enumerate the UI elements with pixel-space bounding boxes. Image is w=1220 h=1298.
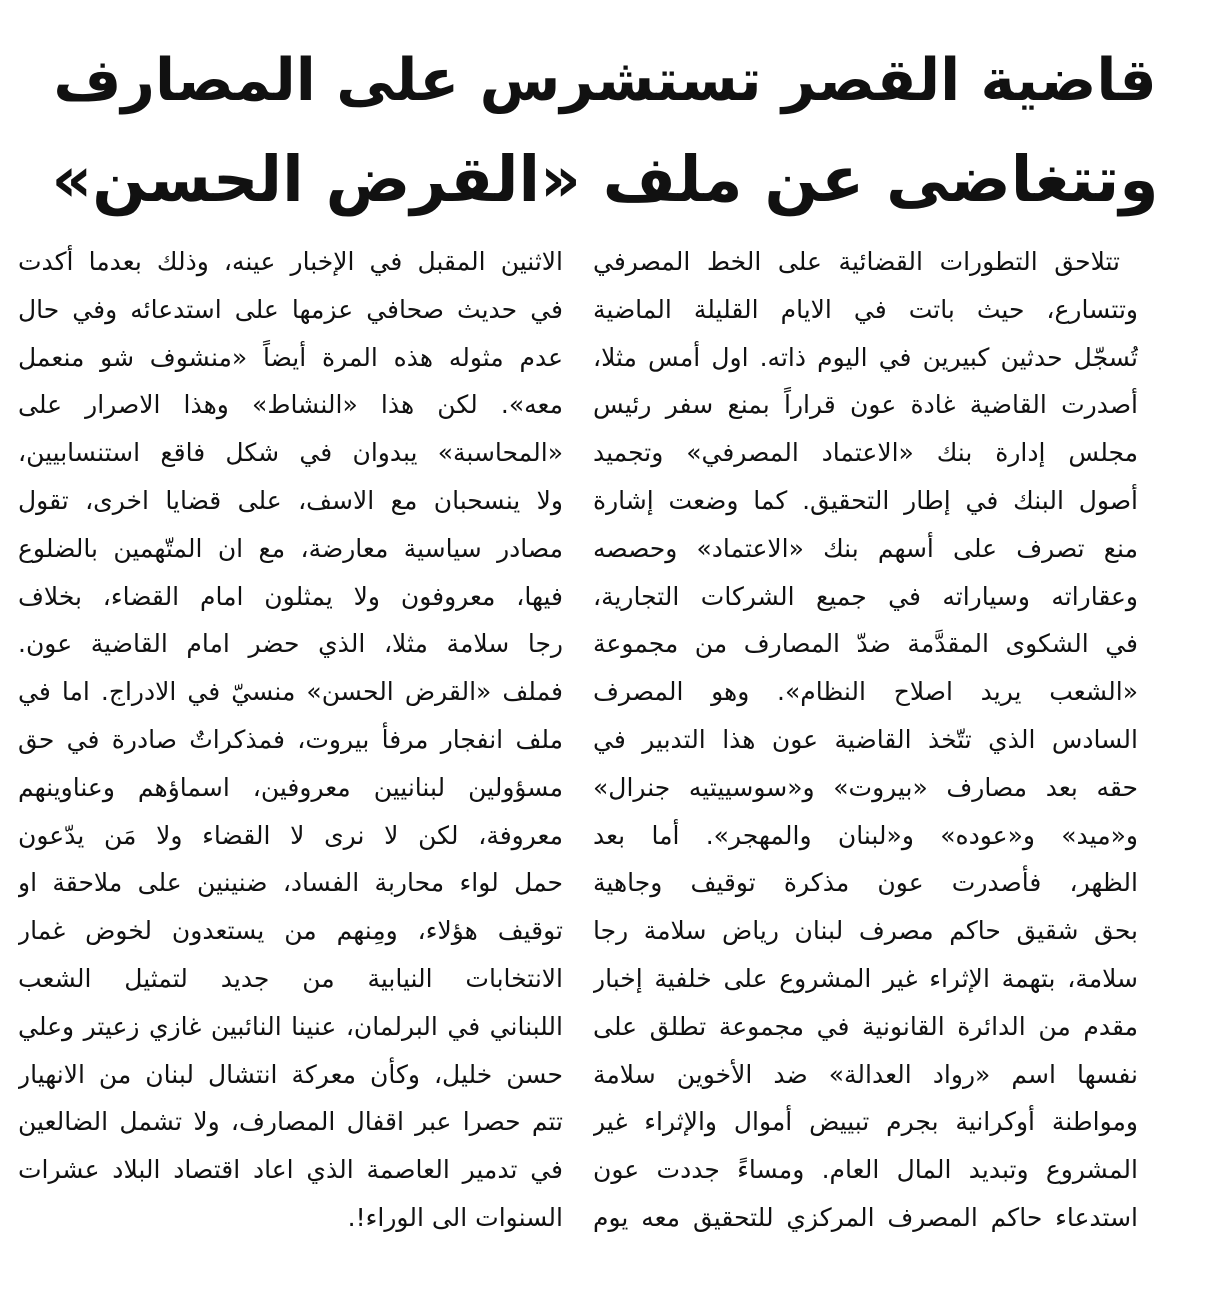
text-line: تتلاحق التطورات القضائية على الخط المصرفي [593,247,1120,276]
text-line: ملف انفجار مرفأ بيروت، فمذكراتٌ صادرة في حق [18,724,563,754]
text-line: مسؤولين لبنانيين معروفين، اسماؤهم وعناوينهم [18,772,563,802]
text-line: تتم حصرا عبر اقفال المصارف، ولا تشمل الضالعين [18,1107,563,1137]
text-line: حمل لواء محاربة الفساد، ضنينين على ملاحقة او [18,868,563,898]
text-line: و«ميد» و«عوده» و«لبنان والمهجر». أما بعد [593,820,1138,850]
text-line: معه». لكن هذا «النشاط» وهذا الاصرار على [18,390,563,420]
text-line: عدم مثوله هذه المرة أيضاً «منشوف شو منعمل [18,342,563,372]
text-line: فملف «القرض الحسن» منسيّ في الادراج. اما في [18,677,563,707]
headline-line: قاضية القصر تستشرس على المصارف [53,46,1157,114]
text-line: «المحاسبة» يبدوان في شكل فاقع استنسابيين، [18,438,563,468]
text-line: مجلس إدارة بنك «الاعتماد المصرفي» وتجميد [593,438,1138,468]
text-line: حقه بعد مصارف «بيروت» و«سوسييتيه جنرال» [593,772,1138,802]
text-line: مصادر سياسية معارضة، مع ان المتّهمين بالضلوع [18,533,563,563]
text-line: في الشكوى المقدَّمة ضدّ المصارف من مجموعة [593,629,1138,659]
text-line: اللبناني في البرلمان، عنينا النائبين غازي زعيتر وعلي [18,1011,563,1041]
text-line: نفسها اسم «رواد العدالة» ضد الأخوين سلامة [593,1059,1138,1089]
text-line: الظهر، فأصدرت عون مذكرة توقيف وجاهية [593,868,1138,898]
text-line: بحق شقيق حاكم مصرف لبنان رياض سلامة رجا [593,916,1138,946]
text-line: ولا ينسحبان مع الاسف، على قضايا اخرى، تقول [18,485,563,515]
text-line: سلامة، بتهمة الإثراء غير المشروع على خلفية إخبار [593,963,1138,993]
text-line: السنوات الى الوراء!. [347,1202,563,1232]
article-column-left [18,238,563,1268]
text-line: في تدمير العاصمة الذي اعاد اقتصاد البلاد عشرات [18,1155,563,1185]
text-line: الانتخابات النيابية من جديد لتمثيل الشعب [18,963,563,993]
article-headline [50,30,1160,230]
text-line: منع تصرف على أسهم بنك «الاعتماد» وحصصه [593,533,1138,563]
text-line: السادس الذي تتّخذ القاضية عون هذا التدبير في [593,724,1138,754]
text-line: فيها، معروفون ولا يمثلون امام القضاء، بخلاف [18,581,563,611]
text-line: «الشعب يريد اصلاح النظام». وهو المصرف [593,677,1138,707]
text-line: استدعاء حاكم المصرف المركزي للتحقيق معه يوم [593,1202,1138,1232]
text-line: حسن خليل، وكأن معركة انتشال لبنان من الانهيار [18,1059,563,1089]
text-line: أصدرت القاضية غادة عون قراراً بمنع سفر رئيس [593,390,1138,420]
text-line: أصول البنك في إطار التحقيق. كما وضعت إشارة [593,485,1138,515]
text-line: وتتسارع، حيث باتت في الايام القليلة الماضية [593,294,1138,324]
text-line: الاثنين المقبل في الإخبار عينه، وذلك بعدما أكدت [18,247,563,276]
article-body [18,238,1138,1268]
text-line: مقدم من الدائرة القانونية في مجموعة تطلق على [593,1011,1138,1041]
headline-line: وتتغاضى عن ملف «القرض الحسن» [51,143,1159,216]
text-line: توقيف هؤلاء، ومِنهم من يستعدون لخوض غمار [18,916,563,946]
text-line: المشروع وتبديد المال العام. ومساءً جددت عون [593,1155,1138,1185]
article-column-right [593,238,1138,1268]
text-line: في حديث صحافي عزمها على استدعائه وفي حال [18,294,563,324]
text-line: معروفة، لكن لا نرى لا القضاء ولا مَن يدّعون [18,820,563,850]
text-line: ومواطنة أوكرانية بجرم تبييض أموال والإثراء غير [593,1107,1138,1137]
text-line: تُسجّل حدثين كبيرين في اليوم ذاته. اول أمس مثلا، [593,342,1138,372]
text-line: رجا سلامة مثلا، الذي حضر امام القاضية عون. [18,629,563,659]
text-line: وعقاراته وسياراته في جميع الشركات التجارية، [593,581,1138,611]
